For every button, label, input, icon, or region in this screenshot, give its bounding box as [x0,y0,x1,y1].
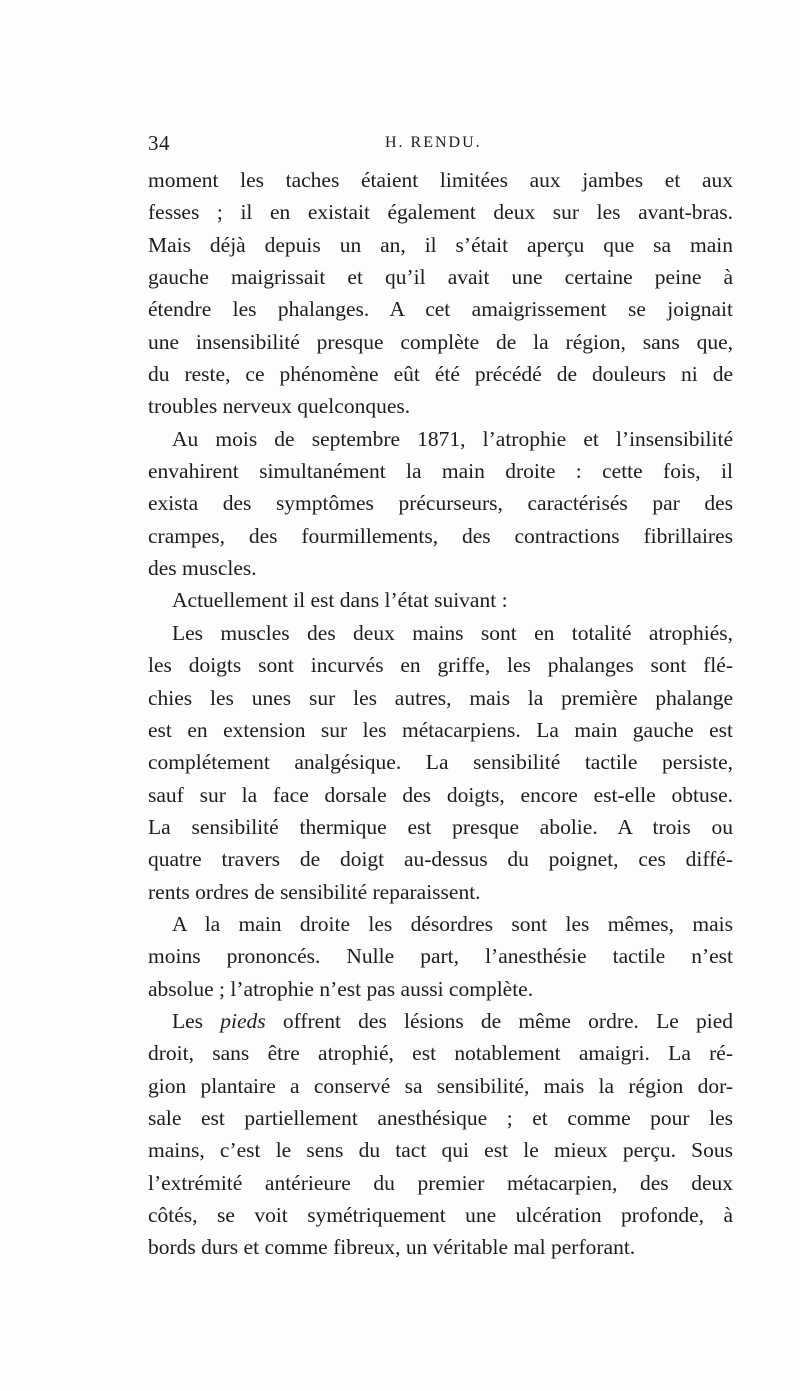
text-line: Actuellement il est dans l’état suivant : [172,588,508,613]
text-line-post: offrent des lésions de même ordre. Le pied [265,1008,733,1033]
text-line: sauf sur la face dorsale des doigts, encore est-elle obtuse. [148,782,733,807]
page-number: 34 [148,131,170,155]
text-line: sale est partiellement anesthésique ; et comme pour les [148,1105,733,1130]
text-line: fesses ; il en existait également deux sur les avant-bras. [148,200,733,225]
text-line: Les muscles des deux mains sont en totalité atrophiés, [172,620,733,645]
running-head: H. RENDU. [385,134,482,151]
text-line: exista des symptômes précurseurs, caractérisés par des [148,491,733,516]
text-line: complétement analgésique. La sensibilité tactile persiste, [148,750,733,775]
text-line: moins prononcés. Nulle part, l’anesthésie tactile n’est [148,944,733,969]
text-line: étendre les phalanges. A cet amaigrissement se joignait [148,297,733,322]
text-line [148,1005,733,1037]
body-text [148,164,733,1264]
text-line: gauche maigrissait et qu’il avait une certaine peine à [148,265,733,290]
text-line: quatre travers de doigt au-dessus du poignet, ces diffé- [148,847,733,872]
text-line: Mais déjà depuis un an, il s’était aperçu que sa main [148,232,733,257]
text-line: gion plantaire a conservé sa sensibilité, mais la région dor- [148,1073,733,1098]
text-line: mains, c’est le sens du tact qui est le mieux perçu. Sous [148,1138,733,1163]
text-line: chies les unes sur les autres, mais la première phalange [148,685,733,710]
text-line: les doigts sont incurvés en griffe, les phalanges sont flé- [148,653,733,678]
text-line: côtés, se voit symétriquement une ulcération profonde, à [148,1203,733,1227]
text-line: des muscles. [148,556,257,581]
page-header [148,131,733,155]
text-line-pre: Les [172,1008,221,1033]
text-line: moment les taches étaient limitées aux jambes et aux [148,168,733,192]
text-line: une insensibilité presque complète de la région, sans que, [148,329,733,354]
text-line: bords durs et comme fibreux, un véritable mal perforant. [148,1235,636,1260]
text-line: A la main droite les désordres sont les mêmes, mais [172,911,733,936]
text-line: absolue ; l’atrophie n’est pas aussi complète. [148,976,534,1001]
text-line: l’extrémité antérieure du premier métacarpien, des deux [148,1170,733,1195]
text-line: du reste, ce phénomène eût été précédé de douleurs ni de [148,362,733,387]
text-line: crampes, des fourmillements, des contractions fibrillaires [148,523,733,548]
text-line: La sensibilité thermique est presque abolie. A trois ou [148,814,733,839]
text-line: droit, sans être atrophié, est notablement amaigri. La ré- [148,1041,733,1066]
text-line: envahirent simultanément la main droite : cette fois, il [148,459,733,484]
text-line: Au mois de septembre 1871, l’atrophie et l’insensibilité [172,426,733,451]
text-line: troubles nerveux quelconques. [148,394,411,419]
text-line: rents ordres de sensibilité reparaissent. [148,879,481,904]
text-line: est en extension sur les métacarpiens. La main gauche est [148,717,733,742]
italic-word: pieds [220,1008,266,1033]
